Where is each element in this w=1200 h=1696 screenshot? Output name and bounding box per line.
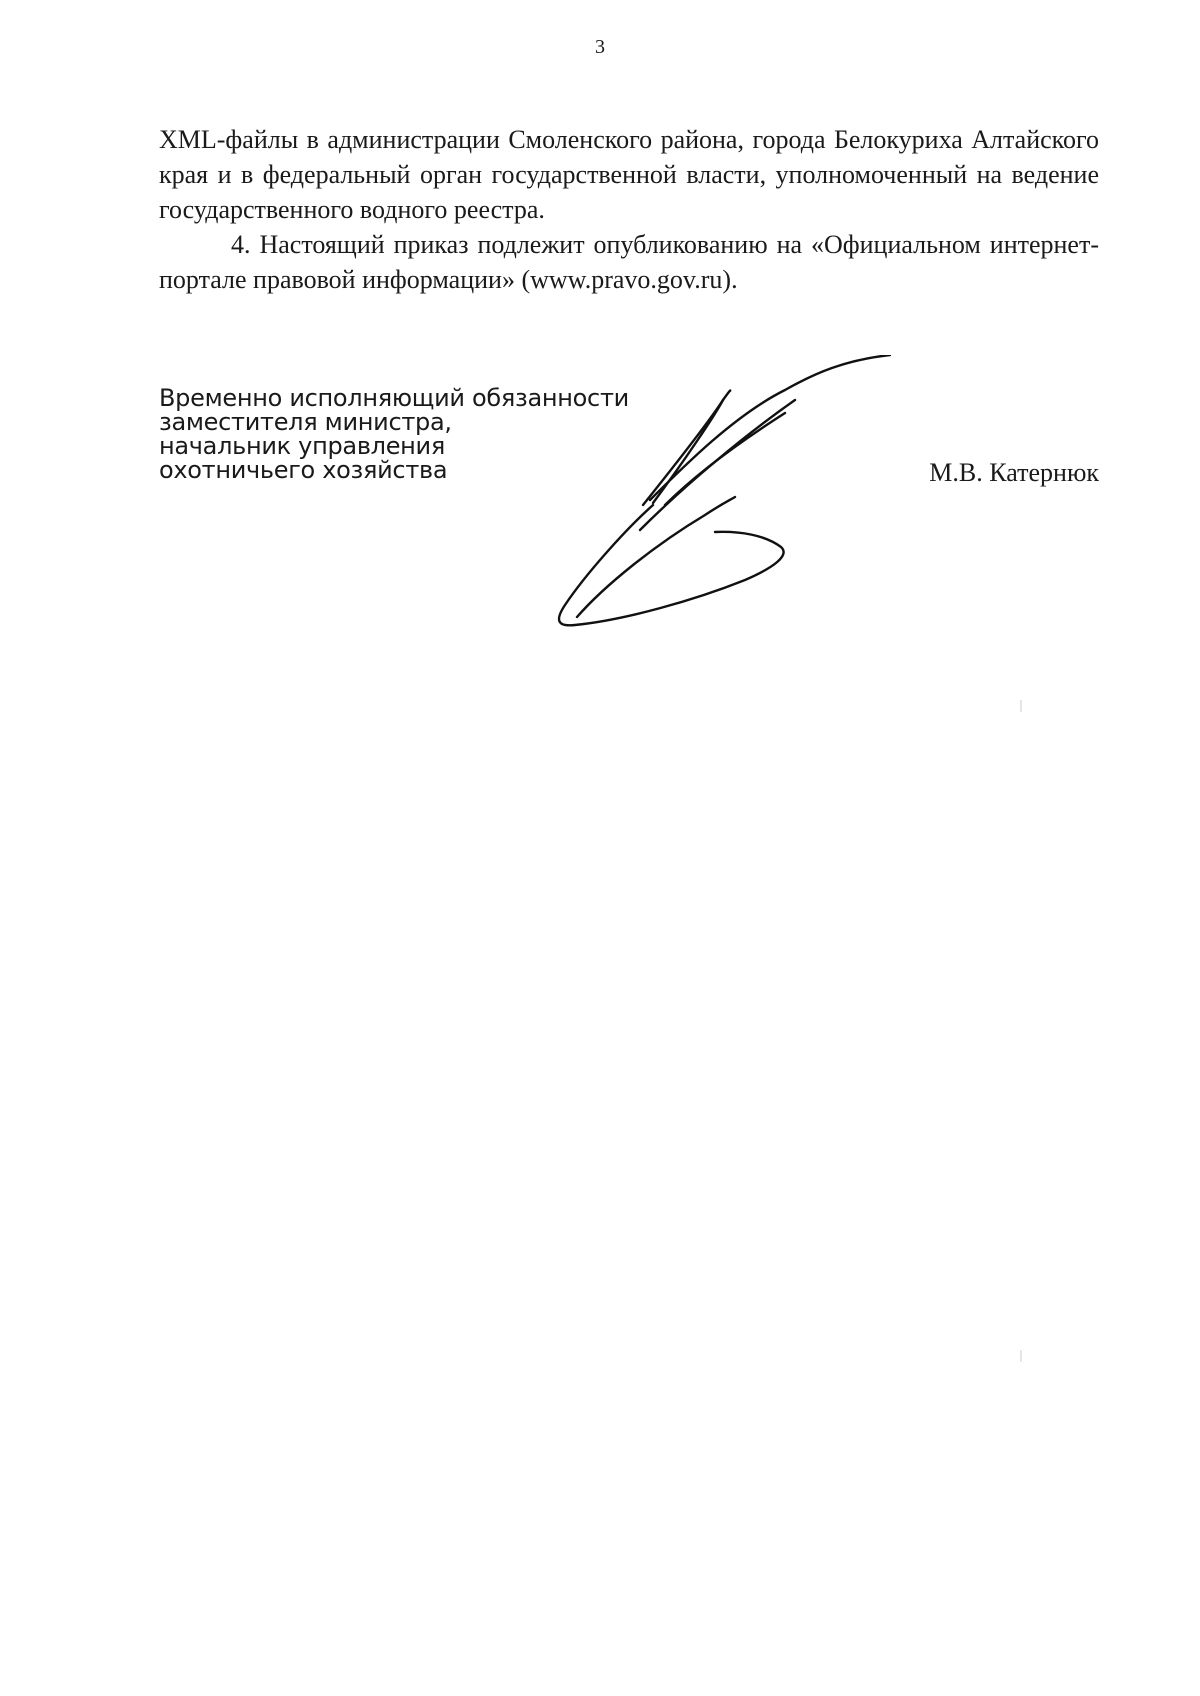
handwritten-signature	[545, 355, 895, 640]
paragraph-continuation: XML-файлы в администрации Смоленского района, города Белокуриха Алтайского края и в федеральный орган государственной власти, уполномоченный на ведение государственного водного реестра.	[159, 125, 1099, 224]
position-line-2: заместителя министра,	[159, 408, 452, 436]
scan-speck	[1020, 700, 1022, 712]
signer-name: М.В. Катернюк	[929, 458, 1099, 487]
scan-speck	[1020, 1350, 1022, 1362]
position-line-1: Временно исполняющий обязанности	[159, 384, 629, 412]
page-number: 3	[595, 36, 605, 58]
position-line-4: охотничьего хозяйства	[159, 456, 448, 484]
position-line-3: начальник управления	[159, 432, 445, 460]
paragraph-publication-clause: 4. Настоящий приказ подлежит опубликованию на «Официальном интернет-портале правовой информации» (www.pravo.gov.ru).	[159, 230, 1099, 294]
body-text	[159, 122, 1099, 297]
